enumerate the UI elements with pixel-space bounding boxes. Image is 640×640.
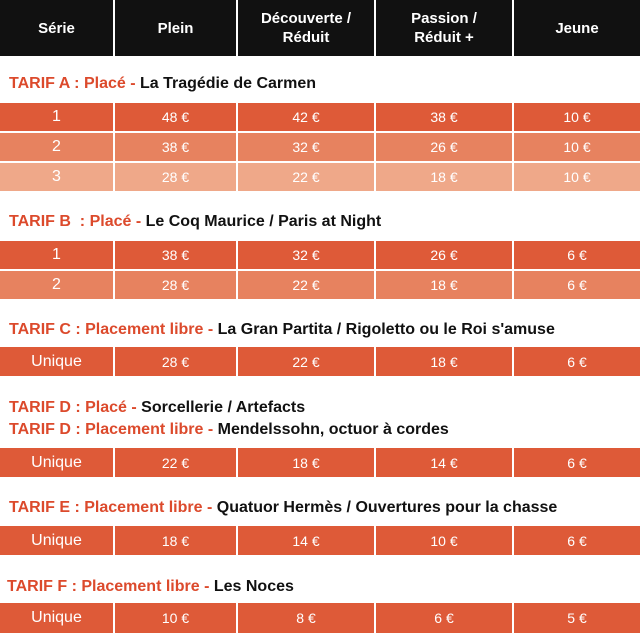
tarif-b-title: [9, 213, 381, 231]
cell-jeune: 10 €: [563, 169, 591, 185]
cell-decouverte: 22 €: [238, 347, 376, 376]
cell-decouverte: 32 €: [238, 241, 376, 269]
cell-passion: 18 €: [376, 271, 514, 299]
cell-serie: 1: [0, 103, 115, 131]
header-decouverte: [238, 0, 376, 56]
cell-passion: 14 €: [376, 448, 514, 477]
table-row: [0, 241, 640, 271]
cell-serie: 3: [0, 163, 115, 191]
cell-jeune: 6 €: [567, 532, 587, 549]
cell-serie: Unique: [0, 603, 115, 633]
tarif-e-title: [9, 499, 557, 517]
cell-plein: 48 €: [115, 103, 238, 131]
cell-plein: 10 €: [115, 603, 238, 633]
cell-jeune: 6 €: [567, 277, 587, 293]
table-row: [0, 271, 640, 301]
table-row: [0, 347, 640, 378]
cell-serie: 1: [0, 241, 115, 269]
cell-jeune: 6 €: [567, 353, 587, 370]
cell-passion: 26 €: [376, 241, 514, 269]
cell-jeune: 6 €: [567, 247, 587, 263]
cell-serie: Unique: [0, 448, 115, 477]
table-row: [0, 163, 640, 193]
cell-plein: 28 €: [115, 347, 238, 376]
tarif-b-label: TARIF B : Placé -: [9, 213, 142, 230]
cell-passion: 26 €: [376, 133, 514, 161]
cell-jeune: 10 €: [563, 109, 591, 125]
cell-decouverte: 32 €: [238, 133, 376, 161]
tarif-a-label: TARIF A : Placé -: [9, 75, 136, 92]
cell-decouverte: 22 €: [238, 271, 376, 299]
cell-passion: 18 €: [376, 347, 514, 376]
tarif-f-show: Les Noces: [209, 578, 294, 595]
header-jeune: Jeune: [514, 0, 640, 56]
header-plein: Plein: [115, 0, 238, 56]
cell-serie: 2: [0, 271, 115, 299]
cell-passion: 6 €: [376, 603, 514, 633]
tarif-d-title-2: [9, 421, 449, 439]
cell-plein: 28 €: [115, 163, 238, 191]
tarif-f-label: TARIF F : Placement libre -: [7, 578, 210, 595]
cell-plein: 38 €: [115, 133, 238, 161]
cell-passion: 18 €: [376, 163, 514, 191]
cell-jeune: 10 €: [563, 139, 591, 155]
cell-plein: 22 €: [115, 448, 238, 477]
tarif-e-label: TARIF E : Placement libre -: [9, 499, 213, 516]
tarif-c-show: La Gran Partita / Rigoletto ou le Roi s'amuse: [213, 321, 555, 338]
cell-decouverte: 22 €: [238, 163, 376, 191]
header-decouverte-text: Découverte / Réduit: [260, 10, 352, 46]
cell-serie: Unique: [0, 526, 115, 555]
cell-passion: 38 €: [376, 103, 514, 131]
tarif-e-show: Quatuor Hermès / Ouvertures pour la chasse: [212, 499, 558, 516]
cell-passion: 10 €: [376, 526, 514, 555]
cell-decouverte: 8 €: [238, 603, 376, 633]
tarif-f-title: [7, 578, 294, 596]
cell-decouverte: 42 €: [238, 103, 376, 131]
tarif-d-label: TARIF D : Placé -: [9, 399, 137, 416]
tarif-c-title: [9, 321, 555, 339]
table-row: [0, 603, 640, 635]
table-header: [0, 0, 640, 56]
tarif-d-show: Sorcellerie / Artefacts: [136, 399, 306, 416]
tarif-b-show: Le Coq Maurice / Paris at Night: [141, 213, 382, 230]
table-row: [0, 133, 640, 163]
cell-decouverte: 18 €: [238, 448, 376, 477]
table-row: [0, 448, 640, 479]
tarif-c-label: TARIF C : Placement libre -: [9, 321, 214, 338]
tarif-a-title: [9, 75, 316, 93]
cell-plein: 18 €: [115, 526, 238, 555]
cell-jeune: 6 €: [567, 454, 587, 471]
table-row: [0, 526, 640, 557]
header-passion: [376, 0, 514, 56]
cell-decouverte: 14 €: [238, 526, 376, 555]
header-passion-text: Passion / Réduit +: [411, 10, 477, 46]
cell-serie: 2: [0, 133, 115, 161]
cell-plein: 38 €: [115, 241, 238, 269]
tarif-d-label-2: TARIF D : Placement libre -: [9, 421, 214, 438]
cell-jeune: 5 €: [567, 610, 587, 626]
tarif-d-show-2: Mendelssohn, octuor à cordes: [213, 421, 449, 438]
table-row: [0, 103, 640, 133]
cell-plein: 28 €: [115, 271, 238, 299]
tarif-a-show: La Tragédie de Carmen: [135, 75, 317, 92]
cell-serie: Unique: [0, 347, 115, 376]
tarif-d-title: [9, 399, 305, 417]
header-serie: Série: [0, 0, 115, 56]
